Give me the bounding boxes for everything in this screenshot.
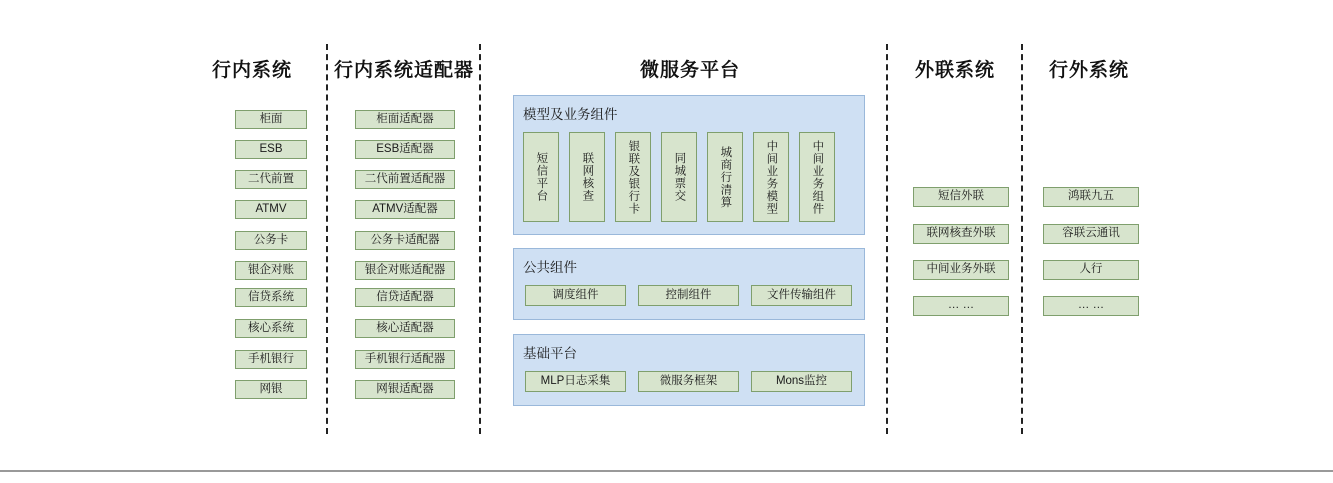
inner-adapter-item[interactable]: 柜面适配器 <box>355 110 455 129</box>
column-title-microservice-platform: 微服务平台 <box>639 60 740 81</box>
model-component-item[interactable] <box>523 132 559 222</box>
base-platform-item[interactable]: MLP日志采集 <box>525 371 626 392</box>
external-link-item[interactable]: 联网核查外联 <box>913 224 1009 244</box>
model-component-label: 短信平台 <box>535 152 548 202</box>
model-component-label: 中间业务模型 <box>765 139 778 215</box>
divider-2 <box>479 44 481 434</box>
common-component-item[interactable]: 控制组件 <box>638 285 739 306</box>
divider-1 <box>326 44 328 434</box>
external-link-item[interactable]: … … <box>913 296 1009 316</box>
panel-title-common-components: 公共组件 <box>523 260 577 275</box>
inner-adapter-item[interactable]: ATMV适配器 <box>355 200 455 219</box>
inner-system-item[interactable]: 信贷系统 <box>235 288 307 307</box>
inner-adapter-item[interactable]: 核心适配器 <box>355 319 455 338</box>
model-component-label: 联网核查 <box>581 152 594 202</box>
model-component-label: 城商行清算 <box>719 145 732 209</box>
panel-title-model-business-components: 模型及业务组件 <box>523 107 618 122</box>
outer-system-item[interactable]: 鸿联九五 <box>1043 187 1139 207</box>
column-title-inner-systems: 行内系统 <box>211 60 292 81</box>
column-title-external-link-systems: 外联系统 <box>914 60 995 81</box>
inner-adapter-item[interactable]: 手机银行适配器 <box>355 350 455 369</box>
model-component-label: 中间业务组件 <box>811 139 824 215</box>
inner-system-item[interactable]: ESB <box>235 140 307 159</box>
common-component-item[interactable]: 调度组件 <box>525 285 626 306</box>
divider-3 <box>886 44 888 434</box>
outer-system-item[interactable]: 容联云通讯 <box>1043 224 1139 244</box>
inner-system-item[interactable]: 二代前置 <box>235 170 307 189</box>
inner-adapter-item[interactable]: 网银适配器 <box>355 380 455 399</box>
inner-adapter-item[interactable]: 信贷适配器 <box>355 288 455 307</box>
outer-system-item[interactable]: … … <box>1043 296 1139 316</box>
model-component-item[interactable] <box>615 132 651 222</box>
inner-adapter-item[interactable]: 银企对账适配器 <box>355 261 455 280</box>
column-title-inner-adapters: 行内系统适配器 <box>334 60 475 81</box>
inner-system-item[interactable]: 手机银行 <box>235 350 307 369</box>
divider-4 <box>1021 44 1023 434</box>
external-link-item[interactable]: 中间业务外联 <box>913 260 1009 280</box>
model-component-item[interactable] <box>707 132 743 222</box>
panel-title-base-platform: 基础平台 <box>523 346 577 361</box>
inner-system-item[interactable]: 银企对账 <box>235 261 307 280</box>
inner-adapter-item[interactable]: ESB适配器 <box>355 140 455 159</box>
inner-system-item[interactable]: 网银 <box>235 380 307 399</box>
base-platform-item[interactable]: 微服务框架 <box>638 371 739 392</box>
column-title-outer-systems: 行外系统 <box>1048 60 1129 81</box>
model-component-item[interactable] <box>569 132 605 222</box>
inner-adapter-item[interactable]: 公务卡适配器 <box>355 231 455 250</box>
outer-system-item[interactable]: 人行 <box>1043 260 1139 280</box>
model-component-label: 银联及银行卡 <box>627 139 640 215</box>
inner-system-item[interactable]: ATMV <box>235 200 307 219</box>
inner-system-item[interactable]: 公务卡 <box>235 231 307 250</box>
inner-adapter-item[interactable]: 二代前置适配器 <box>355 170 455 189</box>
model-component-item[interactable] <box>753 132 789 222</box>
base-platform-item[interactable]: Mons监控 <box>751 371 852 392</box>
model-component-label: 同城票交 <box>673 152 686 202</box>
common-component-item[interactable]: 文件传输组件 <box>751 285 852 306</box>
model-component-item[interactable] <box>661 132 697 222</box>
model-component-item[interactable] <box>799 132 835 222</box>
external-link-item[interactable]: 短信外联 <box>913 187 1009 207</box>
inner-system-item[interactable]: 核心系统 <box>235 319 307 338</box>
bottom-divider <box>0 470 1333 472</box>
inner-system-item[interactable]: 柜面 <box>235 110 307 129</box>
